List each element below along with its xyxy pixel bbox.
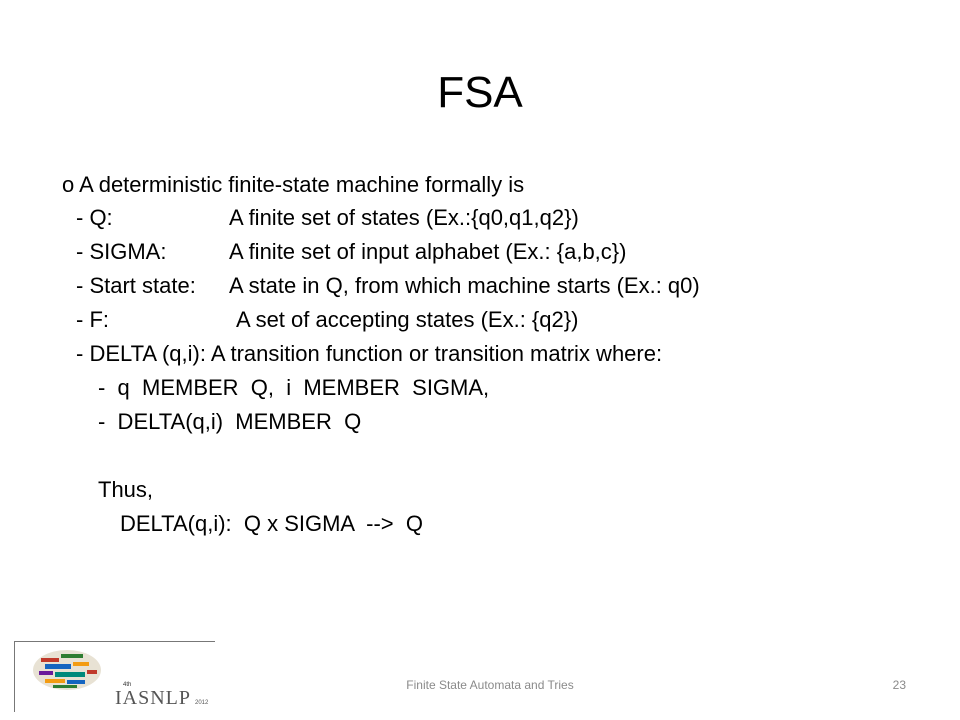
delta-formula: DELTA(q,i): Q x SIGMA --> Q: [120, 511, 423, 536]
start-state-definition: A state in Q, from which machine starts (Ex.: q0): [229, 273, 700, 298]
delta-sub-condition-1: - q MEMBER Q, i MEMBER SIGMA,: [98, 375, 490, 400]
delta-line: - DELTA (q,i): A transition function or transition matrix where:: [76, 341, 663, 366]
word-cloud-graphic: [33, 650, 101, 690]
f-definition: A set of accepting states (Ex.: {q2}): [236, 307, 579, 332]
delta-sub-condition-2: - DELTA(q,i) MEMBER Q: [98, 409, 362, 434]
q-term: - Q:: [76, 205, 113, 230]
sigma-definition: A finite set of input alphabet (Ex.: {a,b,c}): [229, 239, 627, 264]
logo-year: 2012: [195, 700, 209, 706]
page-number: 23: [892, 678, 906, 692]
logo-superscript: 4th: [123, 682, 132, 688]
intro-line: o A deterministic finite-state machine formally is: [62, 172, 525, 197]
start-state-term: - Start state:: [76, 273, 196, 298]
footer-title: Finite State Automata and Tries: [406, 678, 574, 692]
sigma-term: - SIGMA:: [76, 239, 167, 264]
thus-line: Thus,: [98, 477, 154, 502]
q-definition: A finite set of states (Ex.:{q0,q1,q2}): [229, 205, 579, 230]
logo-frame: [14, 641, 215, 712]
logo-wordmark: IASNLP: [115, 687, 192, 709]
slide-title: FSA: [437, 68, 523, 117]
f-term: - F:: [76, 307, 109, 332]
iasnlp-logo: [15, 642, 215, 712]
